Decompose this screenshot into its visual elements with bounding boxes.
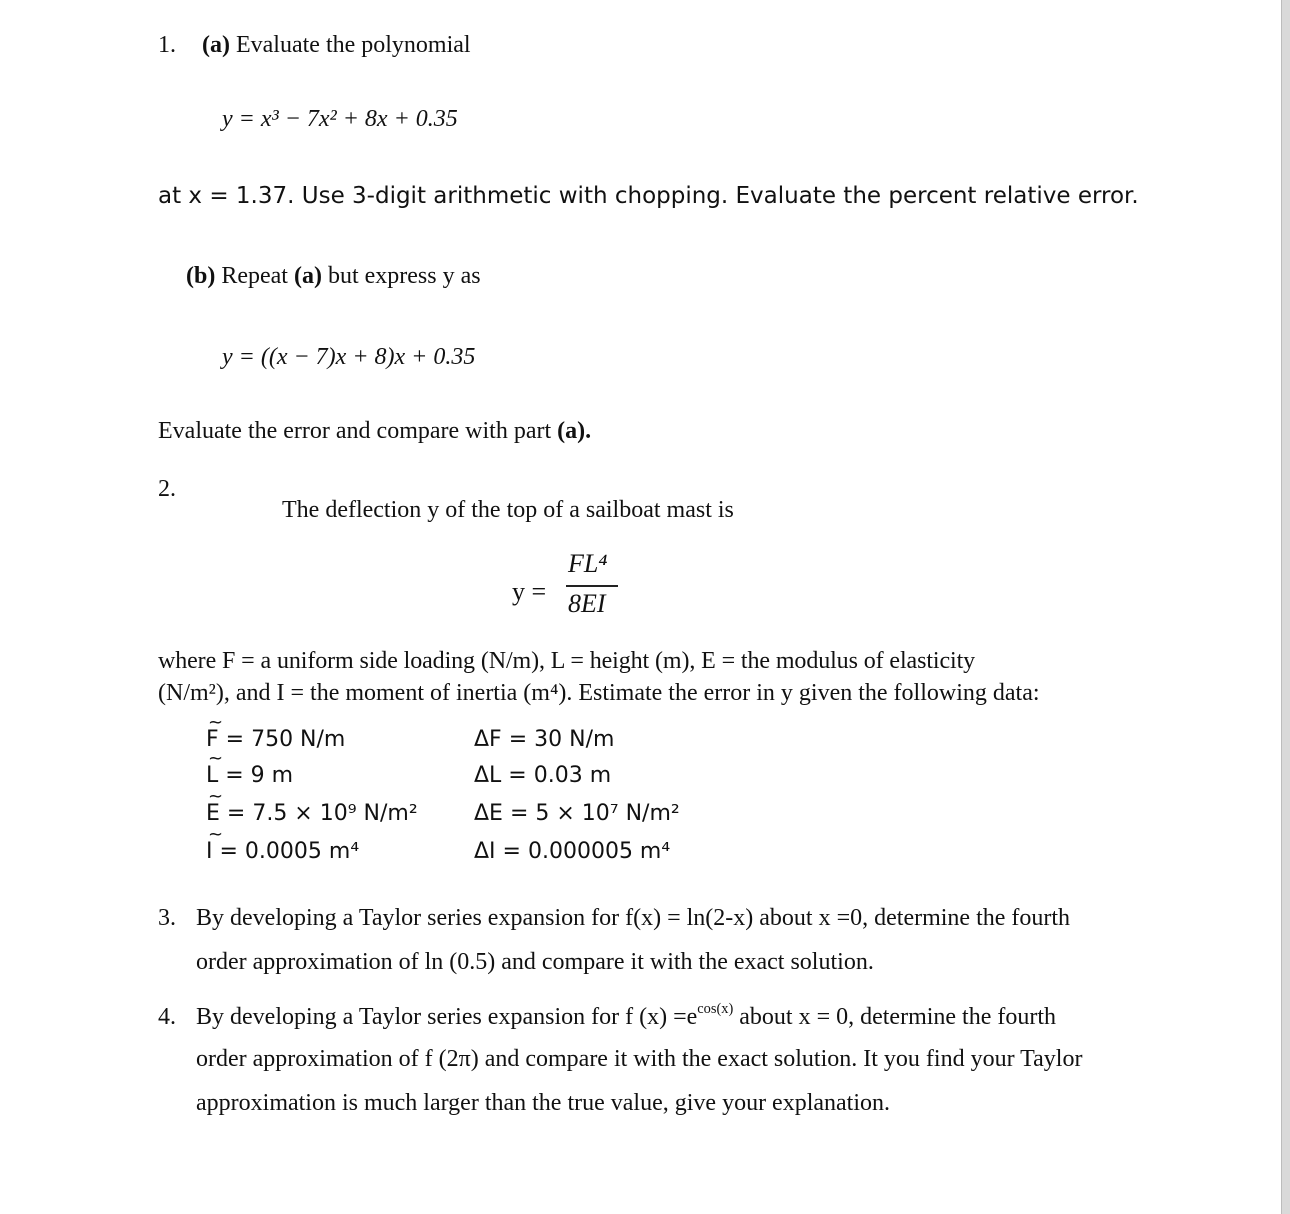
data-value: = 750 N/m — [218, 727, 346, 752]
data-delta — [474, 727, 614, 752]
data-dvar: ΔI — [474, 839, 496, 864]
where-line-2: (N/m²), and I = the moment of inertia (m⁴). Estimate the error in y given the following data: — [158, 680, 1040, 706]
problem-3-number: 3. — [158, 905, 176, 931]
problem-1-number: 1. — [158, 32, 176, 58]
data-delta — [474, 763, 611, 788]
data-dvar: ΔF — [474, 727, 502, 752]
exponent-cos: cos(x) — [697, 1001, 734, 1017]
formula-numerator: FL⁴ — [568, 549, 608, 578]
data-var: ~ F — [206, 727, 219, 752]
problem-4-number: 4. — [158, 1004, 176, 1030]
data-row — [206, 727, 345, 752]
data-delta — [474, 801, 680, 826]
compare-ref: (a). — [557, 418, 592, 444]
page-edge — [1281, 0, 1290, 1214]
data-dvalue: = 30 N/m — [501, 727, 615, 752]
data-row — [206, 801, 418, 826]
problem-4-line-1 — [196, 1001, 1057, 1031]
data-dvar: ΔE — [474, 801, 503, 826]
part-b-text-2: but express y as — [327, 263, 481, 289]
problem-4-line-1a: By developing a Taylor series expansion for f (x) =e — [196, 1004, 698, 1030]
data-var: ~ L — [206, 763, 218, 788]
data-value: = 7.5 × 10⁹ N/m² — [219, 801, 418, 826]
part-b-text-1: Repeat — [221, 263, 288, 289]
data-dvalue: = 0.03 m — [501, 763, 612, 788]
problem-1-instruction: at x = 1.37. Use 3-digit arithmetic with chopping. Evaluate the percent relative error. — [158, 183, 1139, 209]
fraction-bar — [566, 585, 618, 587]
data-row — [206, 763, 293, 788]
data-delta — [474, 839, 670, 864]
part-b-label: (b) — [186, 263, 216, 289]
problem-2-number: 2. — [158, 476, 176, 502]
data-var: ~ I — [206, 839, 213, 864]
polynomial-equation: y = x³ − 7x² + 8x + 0.35 — [222, 106, 458, 132]
data-row — [206, 839, 359, 864]
problem-4-line-2: order approximation of f (2π) and compare it with the exact solution. It you find your Taylor — [196, 1046, 1083, 1072]
data-dvalue: = 0.000005 m⁴ — [495, 839, 671, 864]
deflection-intro: The deflection y of the top of a sailboat mast is — [282, 497, 734, 523]
deflection-formula — [510, 545, 630, 625]
part-b-heading — [186, 263, 481, 290]
formula-lhs: y = — [512, 577, 547, 606]
part-a-text: Evaluate the polynomial — [235, 32, 471, 58]
compare-instruction — [158, 418, 591, 445]
where-line-1: where F = a uniform side loading (N/m), L = height (m), E = the modulus of elasticity — [158, 648, 976, 674]
problem-3-line-1: By developing a Taylor series expansion for f(x) = ln(2-x) about x =0, determine the fourth — [196, 905, 1071, 931]
data-value: = 9 m — [218, 763, 294, 788]
part-a-label: (a) — [202, 32, 230, 58]
data-dvar: ΔL — [474, 763, 502, 788]
problem-3-line-2: order approximation of ln (0.5) and compare it with the exact solution. — [196, 949, 874, 975]
data-var: ~ E — [206, 801, 220, 826]
nested-polynomial-equation: y = ((x − 7)x + 8)x + 0.35 — [222, 344, 476, 370]
problem-4-line-3: approximation is much larger than the true value, give your explanation. — [196, 1090, 891, 1116]
data-dvalue: = 5 × 10⁷ N/m² — [502, 801, 680, 826]
problem-1-heading — [158, 32, 471, 59]
data-value: = 0.0005 m⁴ — [212, 839, 360, 864]
problem-4-line-1b: about x = 0, determine the fourth — [733, 1004, 1057, 1030]
compare-text: Evaluate the error and compare with part — [158, 418, 552, 444]
formula-denominator: 8EI — [568, 589, 606, 618]
part-b-ref: (a) — [293, 263, 322, 289]
